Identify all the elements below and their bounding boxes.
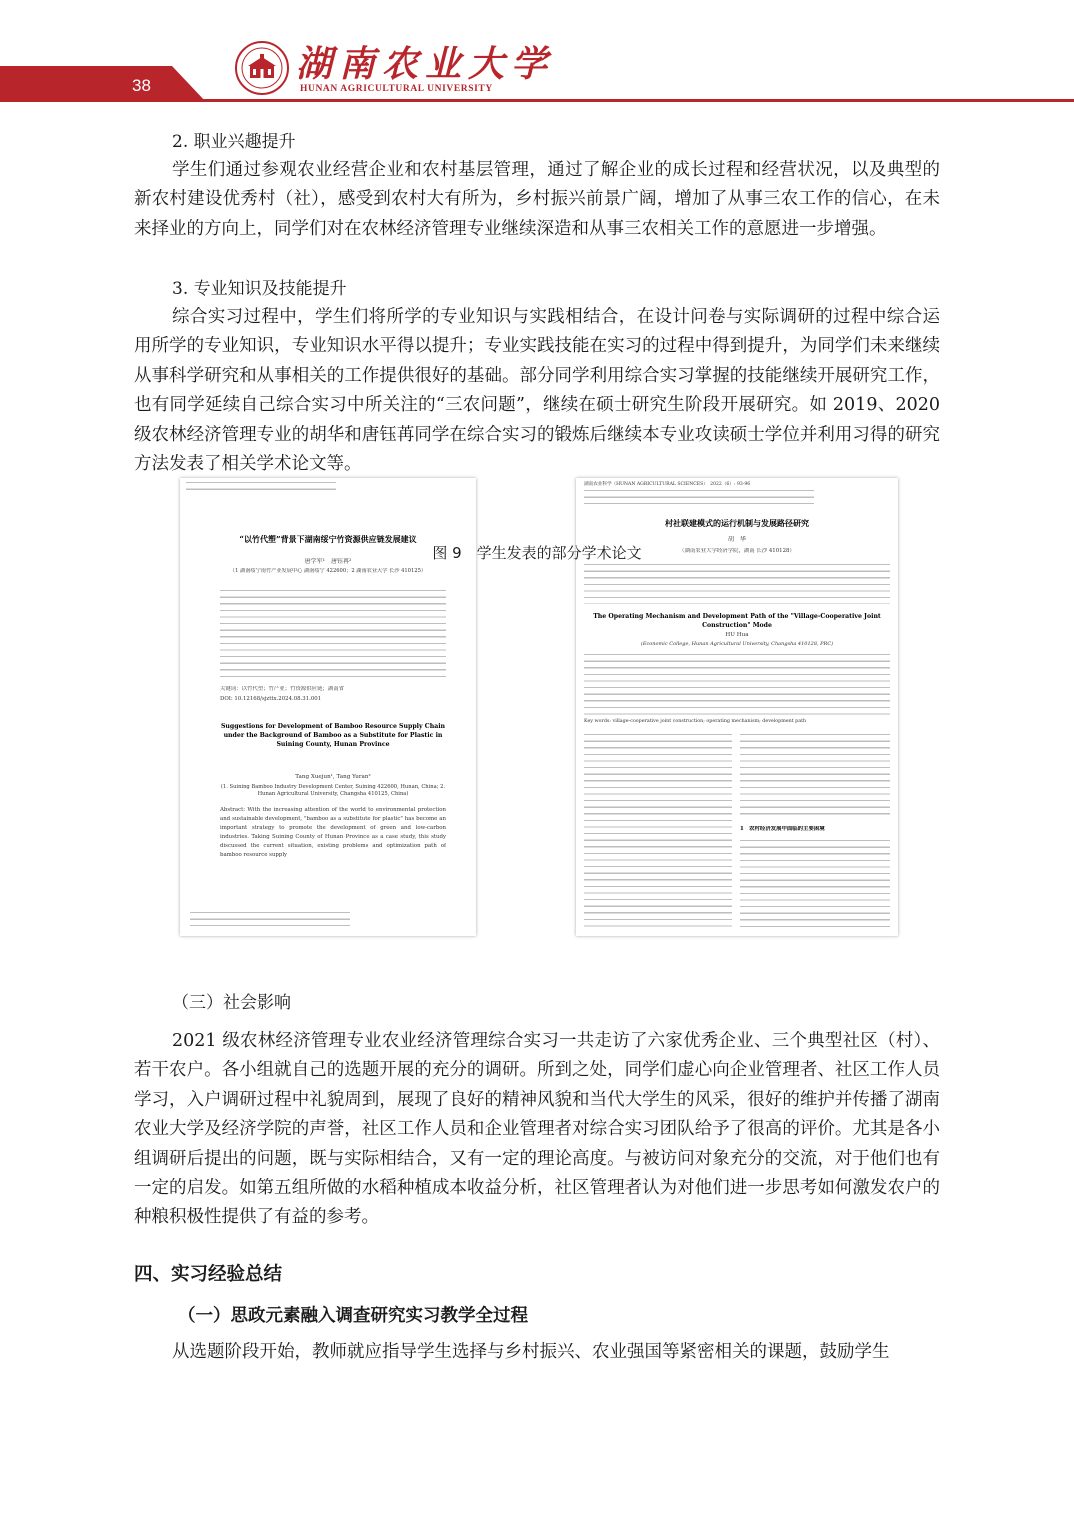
paper-right-author-cn: 胡 华 bbox=[727, 536, 746, 543]
university-name-cn: 湖南农业大学 bbox=[296, 43, 555, 85]
figure-caption: 图 9 学生发表的部分学术论文 bbox=[432, 544, 642, 562]
paper-right-title-cn: 村社联建模式的运行机制与发展路径研究 bbox=[665, 518, 809, 528]
paper-right-journal: 湖南农业科学（HUNAN AGRICULTURAL SCIENCES） 2022（6）: 93-96 bbox=[584, 482, 751, 487]
university-seal-icon bbox=[234, 40, 290, 96]
paragraph-professional-skill: 综合实习过程中，学生们将所学的专业知识与实践相结合，在设计问卷与实际调研的过程中综合运用所学的专业知识，专业知识水平得以提升；专业实践技能在实习的过程中得到提升，为同学们未来继续从事科学研究和从事相关的工作提供很好的基础。部分同学利用综合实习掌握的技能继续开展研究工作，也有同学延续自己综合实习中所关注的“三农问题”，继续在硕士研究生阶段开展研究。如 2019、2020 级农林经济管理专业的胡华和唐钰苒同学在综合实习的锻炼后继续本专业攻读硕士学位并利用习得的研究方法发表了相关学术论文等。 bbox=[134, 307, 940, 475]
paper-left-authors-cn: 唐学军¹ 唐钰苒² bbox=[304, 558, 352, 565]
paper-left-title-en: Suggestions for Development of Bamboo Resource Supply Chain under the Background of Bamboo as a Substitute for Plastic in Suining County, Hunan Province bbox=[220, 723, 446, 748]
paragraph-social-impact: 2021 级农林经济管理专业农业经济管理综合实习一共走访了六家优秀企业、三个典型社区（村）、若干农户。各小组就自己的选题开展的充分的调研。所到之处，同学们虚心向企业管理者、社区工作人员学习，入户调研过程中礼貌周到，展现了良好的精神风貌和当代大学生的风采，很好的维护并传播了湖南农业大学及经济学院的声誉，社区工作人员和企业管理者对综合实习团队给予了很高的评价。尤其是各小组调研后提出的问题，既与实际相结合，又有一定的理论高度。与被访问对象充分的交流，对于他们也有一定的启发。如第五组所做的水稻种植成本收益分析，社区管理者认为对他们进一步思考如何激发农户的种粮积极性提供了有益的参考。 bbox=[134, 1031, 940, 1228]
paper-right-section-heading: 1 农村经济发展中面临的主要困境 bbox=[740, 826, 825, 832]
paper-left-keywords-cn: 关键词：以竹代塑；竹产业；竹资源供应链；湖南省 bbox=[220, 686, 344, 692]
heading-professional-skill: 3. 专业知识及技能提升 bbox=[172, 279, 347, 299]
paper-right-keywords-en: Key words: village-cooperative joint construction; operating mechanism; development path bbox=[584, 719, 807, 724]
paper-right-affil-en: (Economic College, Hunan Agricultural University, Changsha 410128, PRC) bbox=[640, 641, 834, 647]
paper-left-title-cn: “以竹代塑”背景下湖南绥宁竹资源供应链发展建议 bbox=[239, 534, 417, 544]
page-header bbox=[0, 0, 1074, 110]
paper-right-affil-cn: （湖南农业大学经济学院，湖南 长沙 410128） bbox=[679, 548, 795, 554]
paper-left-abstract-en: Abstract: With the increasing attention of the world to environmental protection and sustainable development, "bamboo as a substitute for plastic" has become an important strategy to promote the development of green and low-carbon industries. Taking Suining County of Hunan Province as a case study, this study discussed the current situation, existing problems and optimization path of bamboo resource supply bbox=[220, 807, 446, 858]
paper-left-authors-en: Tang Xuejun¹, Tang Yuran² bbox=[295, 774, 371, 780]
page-number: 38 bbox=[132, 76, 151, 95]
page-number-tab bbox=[0, 66, 206, 102]
heading-career-interest: 2. 职业兴趣提升 bbox=[172, 132, 296, 152]
paragraph-career-interest: 学生们通过参观农业经营企业和农村基层管理，通过了解企业的成长过程和经营状况，以及典型的新农村建设优秀村（社），感受到农村大有所为，乡村振兴前景广阔，增加了从事三农工作的信心，在未来择业的方向上，同学们对在农林经济管理专业继续深造和从事三农相关工作的意愿进一步增强。 bbox=[134, 160, 940, 239]
paper-left-affil-cn: （1 湖南绥宁南竹产业发展中心 湖南绥宁 422600；2 湖南农业大学 长沙 410125） bbox=[229, 568, 427, 574]
heading-ideological-elements: （一）思政元素融入调查研究实习教学全过程 bbox=[178, 1306, 528, 1326]
paragraph-topic-selection: 从选题阶段开始，教师就应指导学生选择与乡村振兴、农业强国等紧密相关的课题，鼓励学生 bbox=[172, 1342, 890, 1362]
paper-left-affil-en: (1. Suining Bamboo Industry Development Center, Suining 422600, Hunan, China; 2. Hunan Agricultural University, Changsha 410125, China) bbox=[220, 784, 446, 797]
university-name-en: HUNAN AGRICULTURAL UNIVERSITY bbox=[300, 84, 493, 94]
paper-right-author-en: HU Hua bbox=[725, 632, 749, 638]
paper-left-doi: DOI: 10.12168/sjzttx.2024.08.31.001 bbox=[220, 696, 322, 702]
heading-social-impact: （三）社会影响 bbox=[172, 993, 291, 1013]
heading-experience-summary: 四、实习经验总结 bbox=[134, 1264, 283, 1285]
paper-right-title-en: The Operating Mechanism and Development Path of the "Village-Cooperative Joint Construction" Mode bbox=[593, 613, 881, 629]
